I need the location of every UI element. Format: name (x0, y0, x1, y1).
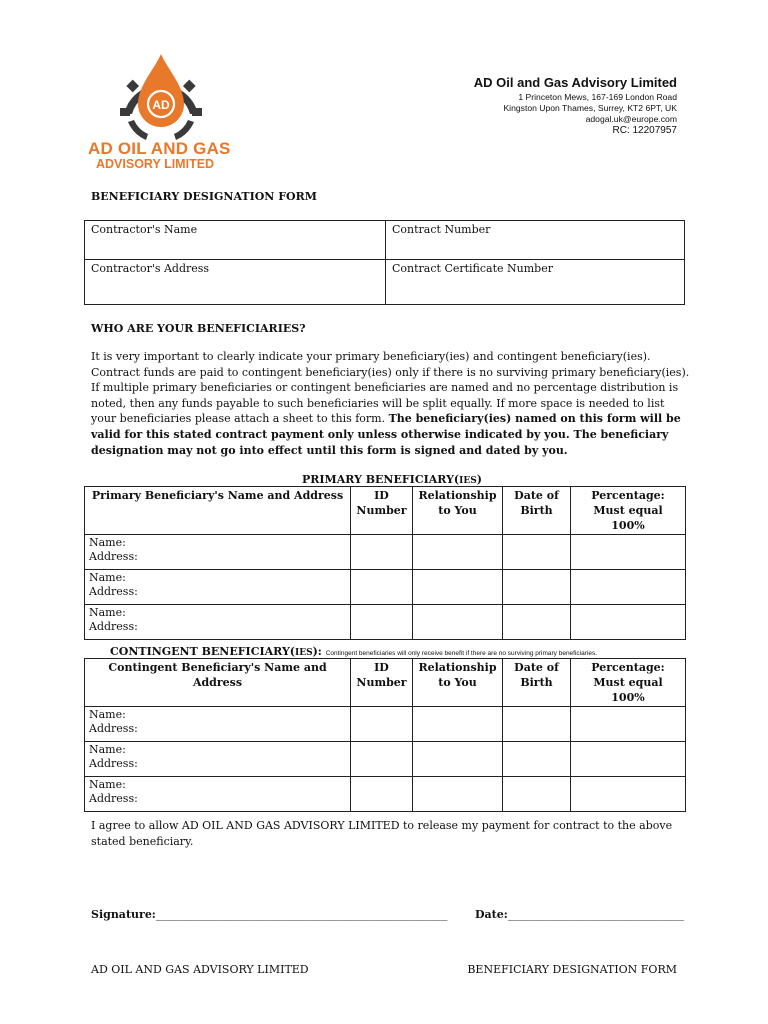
company-address-line2: Kingston Upon Thames, Surrey, KT2 6PT, UK (503, 103, 677, 113)
primary-beneficiary-heading (302, 473, 482, 486)
primary-col-dob: Date of Birth (503, 487, 571, 535)
name-address-cell[interactable] (85, 570, 351, 605)
contract-number-label: Contract Number (392, 223, 491, 236)
id-cell[interactable] (351, 605, 413, 640)
table-row (85, 535, 686, 570)
relationship-cell[interactable] (413, 570, 503, 605)
contingent-heading-text: CONTINGENT BENEFICIARY( (110, 645, 295, 658)
contractor-name-field[interactable] (85, 221, 386, 260)
contingent-heading-close: ): (312, 645, 322, 658)
company-info (474, 75, 677, 137)
instructions-paragraph (91, 349, 691, 458)
name-address-cell[interactable] (85, 535, 351, 570)
primary-heading-text: PRIMARY BENEFICIARY( (302, 473, 460, 486)
dob-cell[interactable] (503, 742, 571, 777)
dob-cell[interactable] (503, 570, 571, 605)
name-address-cell[interactable] (85, 777, 351, 812)
agreement-text: I agree to allow AD OIL AND GAS ADVISORY LIMITED to release my payment for contract to the above stated beneficiary. (91, 819, 673, 848)
relationship-cell[interactable] (413, 605, 503, 640)
relationship-cell[interactable] (413, 742, 503, 777)
company-name: AD Oil and Gas Advisory Limited (473, 75, 677, 90)
dob-cell[interactable] (503, 777, 571, 812)
name-label: Name: (89, 606, 126, 619)
contingent-col-percentage: Percentage: Must equal 100% (571, 659, 686, 707)
primary-heading-close: ) (476, 473, 482, 486)
signature-label: Signature: (91, 908, 156, 921)
name-label: Name: (89, 571, 126, 584)
contractor-name-label: Contractor's Name (91, 223, 198, 236)
contract-certificate-label: Contract Certificate Number (392, 262, 553, 275)
relationship-cell[interactable] (413, 707, 503, 742)
address-label: Address: (89, 757, 138, 770)
percentage-cell[interactable] (571, 777, 686, 812)
contractor-address-label: Contractor's Address (91, 262, 210, 275)
date-label: Date: (475, 908, 508, 921)
contingent-note: Contingent beneficiaries will only receive benefit if there are no surviving primary beneficiaries. (325, 650, 598, 657)
logo-badge-text: AD (152, 98, 170, 112)
percentage-cell[interactable] (571, 535, 686, 570)
company-rc: RC: 12207957 (612, 125, 677, 136)
percentage-cell[interactable] (571, 570, 686, 605)
table-row (85, 570, 686, 605)
address-label: Address: (89, 722, 138, 735)
relationship-cell[interactable] (413, 777, 503, 812)
signature-line: _____________________________________________________ (155, 908, 448, 921)
contingent-beneficiary-heading (110, 645, 597, 658)
id-cell[interactable] (351, 535, 413, 570)
section-heading: WHO ARE YOUR BENEFICIARIES? (91, 322, 306, 335)
primary-col-name: Primary Beneficiary's Name and Address (85, 487, 351, 535)
primary-heading-small: IES (459, 476, 477, 486)
table-row (85, 707, 686, 742)
contingent-col-dob: Date of Birth (503, 659, 571, 707)
dob-cell[interactable] (503, 535, 571, 570)
date-field[interactable] (475, 908, 684, 921)
contractor-address-field[interactable] (85, 260, 386, 305)
id-cell[interactable] (351, 707, 413, 742)
primary-col-relationship: Relationship to You (413, 487, 503, 535)
instructions-bold-text: The beneficiary(ies) named on this form will be valid for this stated contract payment only unless otherwise indicated by you. The beneficiary designation may not go into effect until this form is signed and dated by you. (91, 412, 681, 457)
id-cell[interactable] (351, 570, 413, 605)
signature-field[interactable] (91, 908, 447, 921)
contract-certificate-field[interactable] (386, 260, 685, 305)
dob-cell[interactable] (503, 707, 571, 742)
primary-col-id: ID Number (351, 487, 413, 535)
percentage-cell[interactable] (571, 605, 686, 640)
contingent-heading-small: IES (295, 648, 313, 658)
contingent-beneficiary-table (84, 658, 686, 812)
primary-col-percentage: Percentage: Must equal 100% (571, 487, 686, 535)
contingent-col-name: Contingent Beneficiary's Name and Address (85, 659, 351, 707)
dob-cell[interactable] (503, 605, 571, 640)
percentage-cell[interactable] (571, 707, 686, 742)
name-address-cell[interactable] (85, 707, 351, 742)
primary-beneficiary-table (84, 486, 686, 640)
contract-number-field[interactable] (386, 221, 685, 260)
id-cell[interactable] (351, 742, 413, 777)
form-title: BENEFICIARY DESIGNATION FORM (91, 190, 317, 203)
name-address-cell[interactable] (85, 605, 351, 640)
date-line: ________________________________ (507, 908, 684, 921)
address-label: Address: (89, 585, 138, 598)
contingent-col-id: ID Number (351, 659, 413, 707)
table-row (85, 742, 686, 777)
name-label: Name: (89, 536, 126, 549)
percentage-cell[interactable] (571, 742, 686, 777)
table-row (85, 777, 686, 812)
company-email: adogal.uk@europe.com (585, 114, 677, 124)
address-label: Address: (89, 550, 138, 563)
oil-drop-icon (138, 54, 184, 127)
contract-details-table (84, 220, 685, 305)
name-address-cell[interactable] (85, 742, 351, 777)
address-label: Address: (89, 792, 138, 805)
logo-text-line2: ADVISORY LIMITED (96, 157, 215, 171)
contingent-col-relationship: Relationship to You (413, 659, 503, 707)
logo-text-line1: AD OIL AND GAS (88, 139, 231, 158)
footer-company: AD OIL AND GAS ADVISORY LIMITED (91, 963, 309, 976)
name-label: Name: (89, 778, 126, 791)
table-row (85, 605, 686, 640)
id-cell[interactable] (351, 777, 413, 812)
instructions-text: It is very important to clearly indicate your primary beneficiary(ies) and contingent beneficiary(ies). Contract funds are paid to contingent beneficiary(ies) only if there is no surviving primary beneficiary(ies). If multiple primary beneficiaries or contingent beneficiaries are named and no percentage distribution is noted, then any funds payable to such beneficiaries will be split equally. If more space is needed to list your beneficiaries please attach a sheet to this form. (91, 350, 690, 426)
company-address-line1: 1 Princeton Mews, 167-169 London Road (518, 92, 677, 102)
name-label: Name: (89, 708, 126, 721)
address-label: Address: (89, 620, 138, 633)
relationship-cell[interactable] (413, 535, 503, 570)
name-label: Name: (89, 743, 126, 756)
footer-form-title: BENEFICIARY DESIGNATION FORM (467, 963, 677, 976)
